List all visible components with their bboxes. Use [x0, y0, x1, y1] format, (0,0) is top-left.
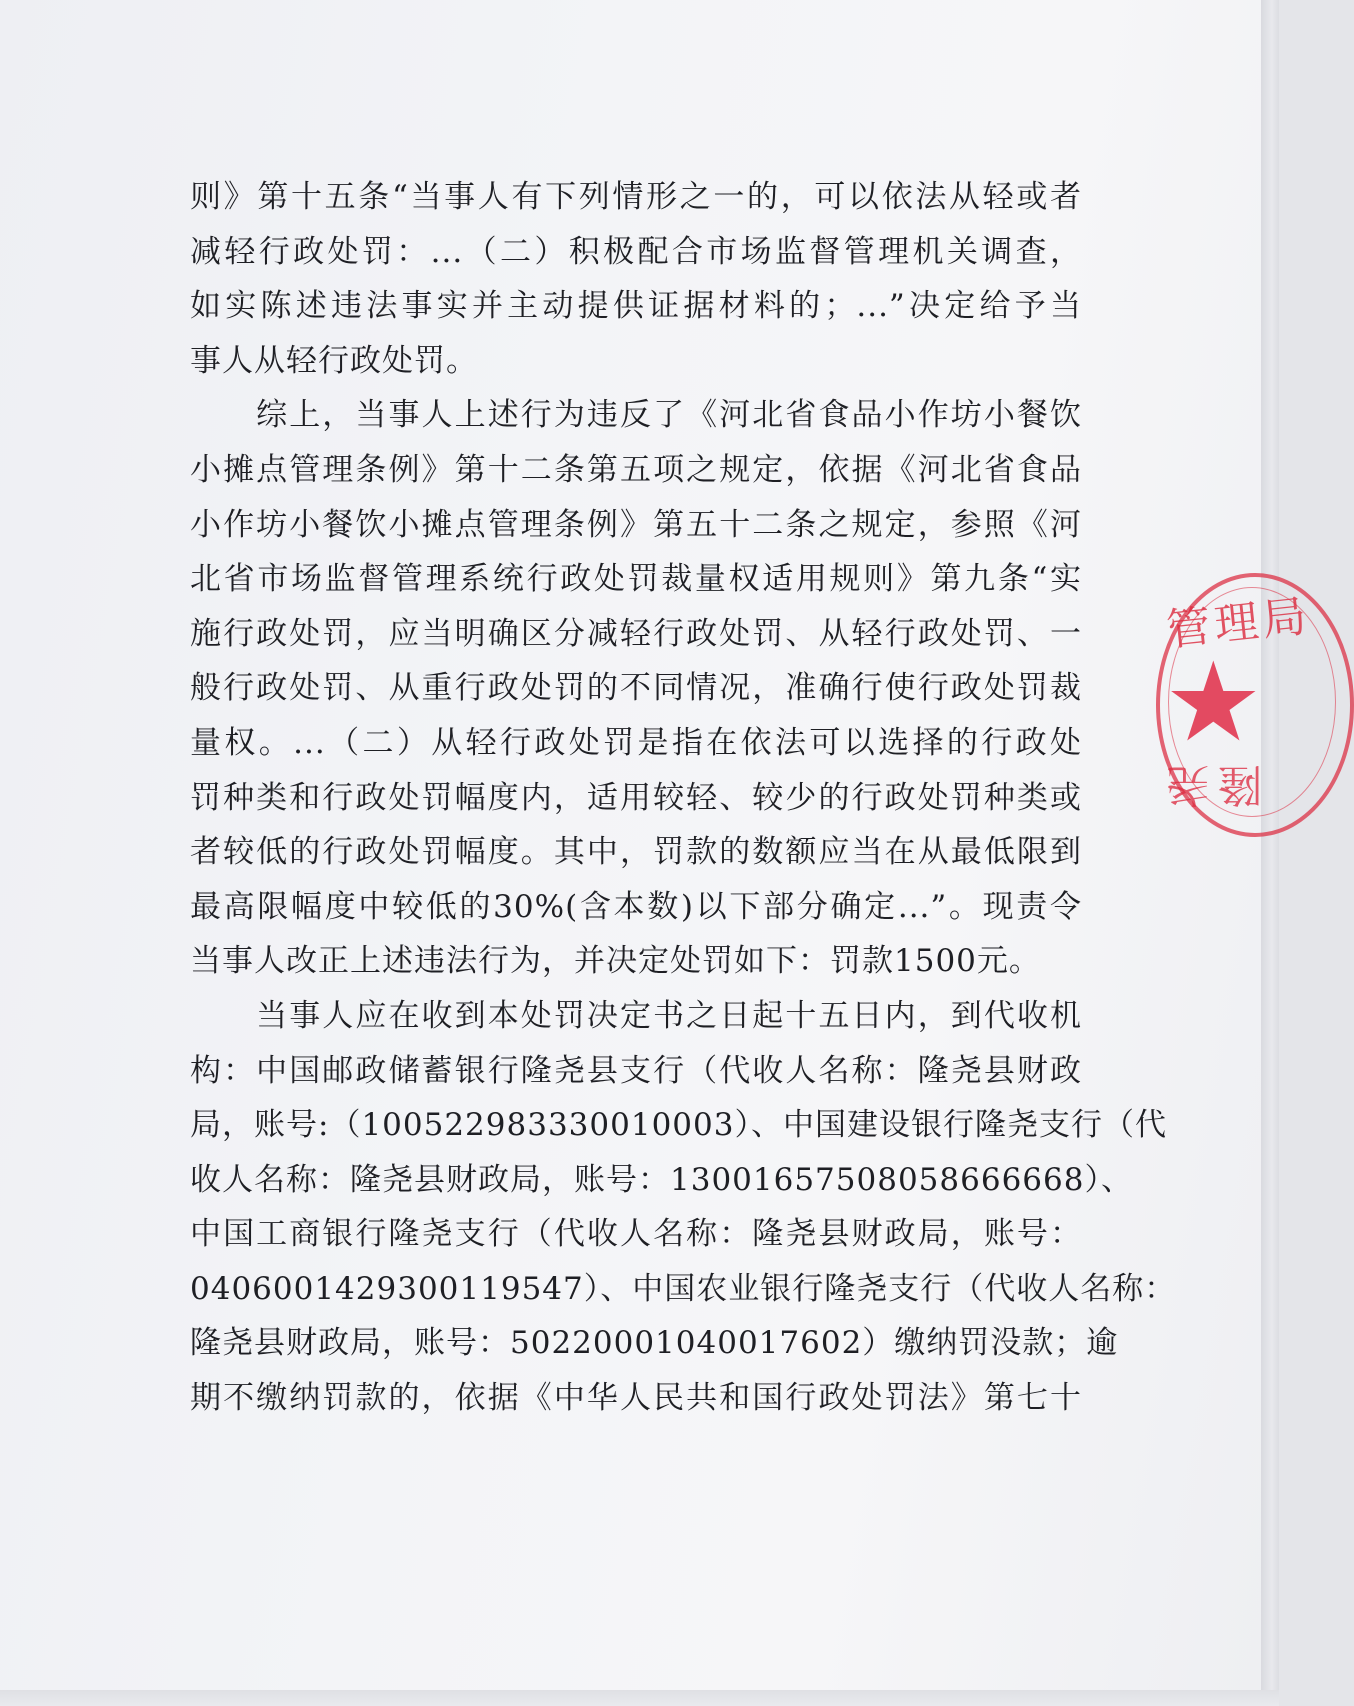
text-line-2: 减轻行政处罚：...（二）积极配合市场监督管理机关调查，	[190, 233, 1082, 270]
text-line-12: 罚种类和行政处罚幅度内，适用较轻、较少的行政处罚种类或	[190, 779, 1082, 816]
text-line-4: 事人从轻行政处罚。	[190, 342, 478, 379]
text-line-21: 0406001429300119547）、中国农业银行隆尧支行（代收人名称：	[190, 1270, 1177, 1307]
text-line-23: 期不缴纳罚款的，依据《中华人民共和国行政处罚法》第七十	[190, 1380, 1082, 1417]
text-line-5: 综上，当事人上述行为违反了《河北省食品小作坊小餐饮	[190, 397, 1082, 434]
text-line-22: 隆尧县财政局，账号：50220001040017602）缴纳罚没款；逾	[190, 1325, 1119, 1362]
document-body	[190, 170, 1177, 1426]
page-stack-bottom	[0, 1690, 1279, 1706]
text-line-20: 中国工商银行隆尧支行（代收人名称：隆尧县财政局，账号：	[190, 1216, 1082, 1253]
seal-star-icon: ★	[1164, 638, 1263, 766]
seal-top-text: 管理局	[1164, 590, 1313, 657]
text-line-3: 如实陈述违法事实并主动提供证据材料的；...”决定给予当	[190, 288, 1082, 325]
text-line-14: 最高限幅度中较低的30%(含本数)以下部分确定...”。现责令	[190, 888, 1082, 925]
text-line-17: 构：中国邮政储蓄银行隆尧县支行（代收人名称：隆尧县财政	[190, 1052, 1082, 1089]
page-stack-edge	[1261, 0, 1279, 1706]
text-line-18: 局，账号:（100522983330010003）、中国建设银行隆尧支行（代	[190, 1107, 1167, 1144]
text-line-1: 则》第十五条“当事人有下列情形之一的，可以依法从轻或者	[190, 179, 1082, 215]
text-line-8: 北省市场监督管理系统行政处罚裁量权适用规则》第九条“实	[190, 561, 1082, 598]
text-line-9: 施行政处罚，应当明确区分减轻行政处罚、从轻行政处罚、一	[190, 615, 1082, 652]
text-line-7: 小作坊小餐饮小摊点管理条例》第五十二条之规定，参照《河	[190, 506, 1082, 543]
text-line-15: 当事人改正上述违法行为，并决定处罚如下：罚款1500元。	[190, 943, 1041, 980]
text-line-19: 收人名称：隆尧县财政局，账号：13001657508058666668）、	[190, 1161, 1133, 1198]
text-line-11: 量权。...（二）从轻行政处罚是指在依法可以选择的行政处	[190, 724, 1082, 761]
text-line-10: 般行政处罚、从重行政处罚的不同情况，准确行使行政处罚裁	[190, 670, 1082, 707]
text-line-13: 者较低的行政处罚幅度。其中，罚款的数额应当在从最低限到	[190, 834, 1082, 871]
seal-bottom-text: 隆尧	[1158, 759, 1262, 810]
text-line-16: 当事人应在收到本处罚决定书之日起十五日内，到代收机	[190, 997, 1082, 1034]
text-line-6: 小摊点管理条例》第十二条第五项之规定，依据《河北省食品	[190, 451, 1082, 488]
